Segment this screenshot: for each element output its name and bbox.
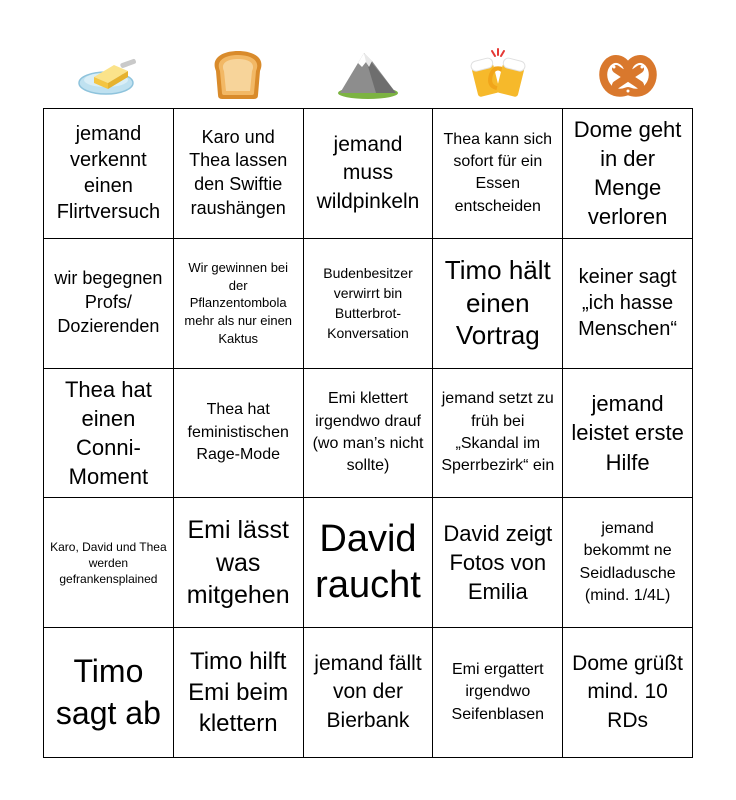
cell-text: Thea hat feministischen Rage-Mode — [187, 401, 289, 464]
cell-text: David zeigt Fotos von Emilia — [443, 521, 553, 605]
bingo-cell[interactable] — [174, 109, 304, 239]
cell-text: Karo, David und Thea werden gefrankensplained — [50, 539, 167, 586]
cell-text: David raucht — [315, 518, 421, 606]
cell-text: keiner sagt „ich hasse Menschen“ — [578, 266, 678, 341]
bingo-cell[interactable] — [174, 239, 304, 369]
bingo-cell[interactable] — [44, 498, 174, 628]
header-cell-mountain — [303, 40, 433, 108]
cell-text: Thea hat einen Conni-Moment — [64, 376, 152, 490]
bingo-cell[interactable] — [433, 369, 563, 499]
bingo-cell[interactable] — [563, 369, 693, 499]
cell-text: Thea kann sich sofort für ein Essen entscheiden — [443, 130, 553, 215]
bingo-cell[interactable] — [563, 239, 693, 369]
bingo-header — [43, 40, 693, 108]
cell-text: Emi ergattert irgendwo Seifenblasen — [451, 661, 545, 723]
bingo-cell[interactable] — [174, 498, 304, 628]
cell-text: Emi lässt was mitgehen — [186, 516, 290, 610]
bingo-cell[interactable] — [304, 369, 434, 499]
bingo-cell[interactable] — [44, 628, 174, 758]
cell-text: jemand setzt zu früh bei „Skandal im Sperrbezirk“ ein — [441, 390, 555, 475]
bingo-cell[interactable] — [433, 239, 563, 369]
cell-text: Timo hält einen Vortrag — [444, 255, 551, 351]
cell-text: Wir gewinnen bei der Pflanzentombola mehr als nur einen Kaktus — [184, 260, 293, 346]
bingo-cell[interactable] — [304, 628, 434, 758]
cell-text: Budenbesitzer verwirrt bin Butterbrot-Konversation — [323, 264, 413, 342]
bread-icon — [208, 47, 268, 101]
bingo-cell[interactable] — [563, 628, 693, 758]
cell-text: wir begegnen Profs/ Dozierenden — [54, 268, 163, 337]
cell-text: Dome geht in der Menge verloren — [573, 117, 682, 230]
header-cell-butter — [43, 40, 173, 108]
bingo-cell[interactable] — [433, 628, 563, 758]
cell-text: jemand fällt von der Bierbank — [314, 652, 422, 732]
mountain-icon — [336, 47, 400, 101]
butter-icon — [76, 49, 140, 99]
cell-text: Karo und Thea lassen den Swiftie raushängen — [189, 126, 288, 219]
cell-text: jemand bekommt ne Seidladusche (mind. 1/4L) — [579, 520, 676, 605]
cell-text: Dome grüßt mind. 10 RDs — [572, 652, 684, 732]
beer-mugs-icon — [466, 47, 530, 101]
bingo-cell[interactable] — [44, 109, 174, 239]
bingo-cell[interactable] — [174, 628, 304, 758]
bingo-cell[interactable] — [304, 498, 434, 628]
cell-text: jemand muss wildpinkeln — [316, 132, 420, 213]
cell-text: jemand verkennt einen Flirtversuch — [56, 123, 161, 224]
bingo-board — [43, 108, 693, 758]
cell-text: jemand leistet erste Hilfe — [571, 391, 684, 475]
bingo-cell[interactable] — [563, 498, 693, 628]
cell-text: Emi klettert irgendwo drauf (wo man’s nicht sollte) — [312, 390, 424, 475]
bingo-cell[interactable] — [44, 369, 174, 499]
header-cell-beer — [433, 40, 563, 108]
bingo-cell[interactable] — [174, 369, 304, 499]
bingo-cell[interactable] — [563, 109, 693, 239]
bingo-cell[interactable] — [433, 498, 563, 628]
header-cell-bread — [173, 40, 303, 108]
cell-text: Timo hilft Emi beim klettern — [188, 647, 289, 738]
bingo-cell[interactable] — [304, 239, 434, 369]
bingo-cell[interactable] — [433, 109, 563, 239]
pretzel-icon — [598, 47, 658, 101]
header-cell-pretzel — [563, 40, 693, 108]
bingo-cell[interactable] — [44, 239, 174, 369]
cell-text: Timo sagt ab — [55, 653, 161, 731]
bingo-cell[interactable] — [304, 109, 434, 239]
